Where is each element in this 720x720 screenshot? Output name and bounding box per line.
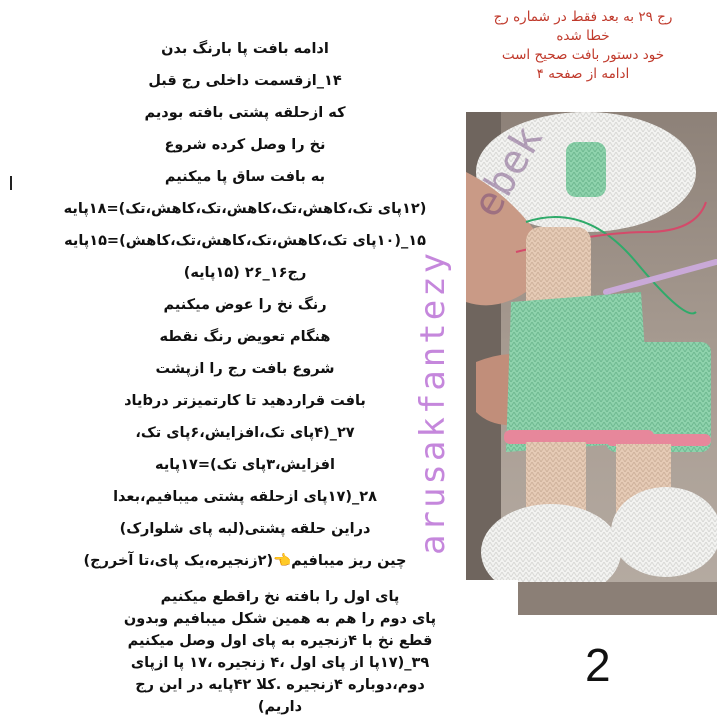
instruction-line: ۱۴_ازقسمت داخلی رج قبل: [148, 73, 342, 89]
instruction-line: دراین حلقه پشتی(لبه پای شلوارک): [119, 521, 371, 537]
instruction-line: ۲۷_(۴پای تک،افزایش،۶پای تک،: [135, 425, 355, 441]
pattern-instructions: [40, 33, 450, 577]
bottom-line: دوم،دوباره ۴زنجیره .کلا ۴۲پایه در این رج: [135, 677, 425, 693]
page-number: 2: [585, 639, 611, 691]
instruction-line: بافت قراردهید تا کارتمیزتر درbیاد: [124, 393, 366, 409]
instruction-line: هنگام تعویض رنگ نقطه: [159, 329, 331, 345]
instruction-line: به بافت ساق پا میکنیم: [164, 169, 326, 185]
instruction-line: (۱۲پای تک،کاهش،تک،کاهش،تک،کاهش،تک)=۱۸پایه: [63, 201, 427, 217]
instruction-line: شروع بافت رج را ازپشت: [155, 361, 335, 377]
correction-note-line: رج ۲۹ به بعد فقط در شماره رج: [493, 9, 673, 25]
bottom-line: ۳۹_(۱۷پا از پای اول ،۴ زنجیره ،۱۷ پا ازپای: [130, 655, 430, 671]
instruction-line: ۱۵_(۱۰پای تک،کاهش،تک،کاهش،تک،کاهش)=۱۵پایه: [64, 233, 426, 249]
instruction-line: ادامه بافت پا بارنگ بدن: [161, 41, 329, 57]
watermark-text: arusakfantezy: [413, 249, 453, 555]
instruction-line: افزایش،۳پای تک)=۱۷پایه: [155, 457, 335, 473]
bottom-instructions: [42, 580, 518, 720]
instruction-line: چین ریز میبافیم👈(۲زنجیره،یک پای،تا آخررج): [83, 553, 407, 569]
instruction-line: رج۱۶_۲۶ (۱۵پایه): [183, 265, 307, 281]
instruction-line: نخ را وصل کرده شروع: [164, 137, 326, 153]
instruction-line: ۲۸_(۱۷پای ازحلقه پشتی میبافیم،بعدا: [113, 489, 377, 505]
correction-note-line: خود دستور بافت صحیح است: [501, 47, 665, 63]
margin-mark: [10, 176, 12, 190]
bottom-line: پای اول را بافته نخ راقطع میکنیم: [160, 589, 400, 605]
bottom-line: پای دوم را هم به همین شکل میبافیم وبدون: [123, 611, 437, 627]
crochet-doll-illustration: [463, 112, 717, 615]
bottom-line: داریم): [257, 699, 303, 715]
correction-note: [448, 8, 718, 84]
instruction-line: رنگ نخ را عوض میکنیم: [163, 297, 327, 313]
bottom-line: قطع نخ با ۴زنجیره به پای اول وصل میکنیم: [127, 633, 433, 649]
correction-note-line: ادامه از صفحه ۴: [536, 66, 630, 82]
instruction-line: که ازحلقه پشتی بافته بودیم: [144, 105, 346, 121]
crochet-leg-photo: [463, 112, 717, 615]
correction-note-line: خطا شده: [556, 28, 610, 44]
watermark-brand-text: ebek: [463, 118, 552, 225]
